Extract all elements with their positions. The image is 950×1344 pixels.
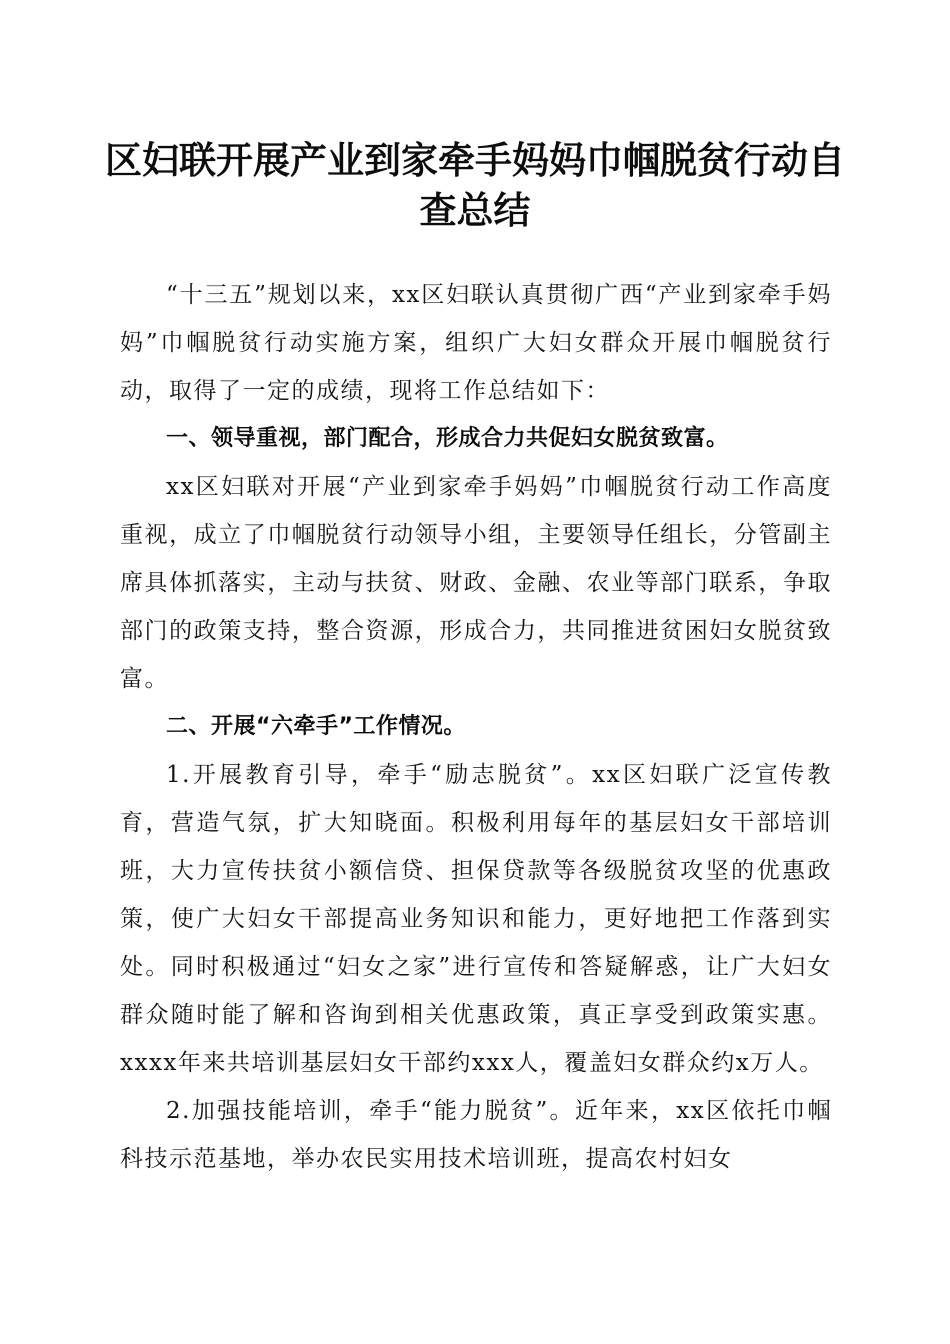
section-1-paragraph: xx区妇联对开展“产业到家牵手妈妈”巾帼脱贫行动工作高度重视，成立了巾帼脱贫行动领导小组，主要领导任组长，分管副主席具体抓落实，主动与扶贫、财政、金融、农业等部门联系，争取部门的政策支持，整合资源，形成合力，共同推进贫困妇女脱贫致富。 bbox=[120, 474, 832, 692]
item-1-paragraph: 1.开展教育引导，牵手“励志脱贫”。xx区妇联广泛宣传教育，营造气氛，扩大知晓面。积极利用每年的基层妇女干部培训班，大力宣传扶贫小额信贷、担保贷款等各级脱贫攻坚的优惠政策，使广大妇女干部提高业务知识和能力，更好地把工作落到实处。同时积极通过“妇女之家”进行宣传和答疑解惑，让广大妇女群众随时能了解和咨询到相关优惠政策，真正享受到政策实惠。xxxx年来共培训基层妇女干部约xxx人，覆盖妇女群众约x万人。 bbox=[120, 762, 832, 1076]
intro-paragraph: “十三五”规划以来，xx区妇联认真贯彻广西“产业到家牵手妈妈”巾帼脱贫行动实施方案，组织广大妇女群众开展巾帼脱贫行动，取得了一定的成绩，现将工作总结如下： bbox=[120, 282, 832, 404]
document-body bbox=[120, 271, 832, 1183]
section-1-heading: 一、领导重视，部门配合，形成合力共促妇女脱贫致富。 bbox=[166, 426, 729, 451]
item-2-paragraph: 2.加强技能培训，牵手“能力脱贫”。近年来，xx区依托巾帼科技示范基地，举办农民实用技术培训班，提高农村妇女 bbox=[120, 1098, 832, 1172]
title-line-1: 区妇联开展产业到家牵手妈妈巾帼脱贫行动自 bbox=[105, 139, 845, 182]
document-title bbox=[100, 136, 850, 236]
section-2-heading: 二、开展“六牵手”工作情况。 bbox=[166, 714, 466, 739]
title-line-2: 查总结 bbox=[419, 189, 531, 232]
